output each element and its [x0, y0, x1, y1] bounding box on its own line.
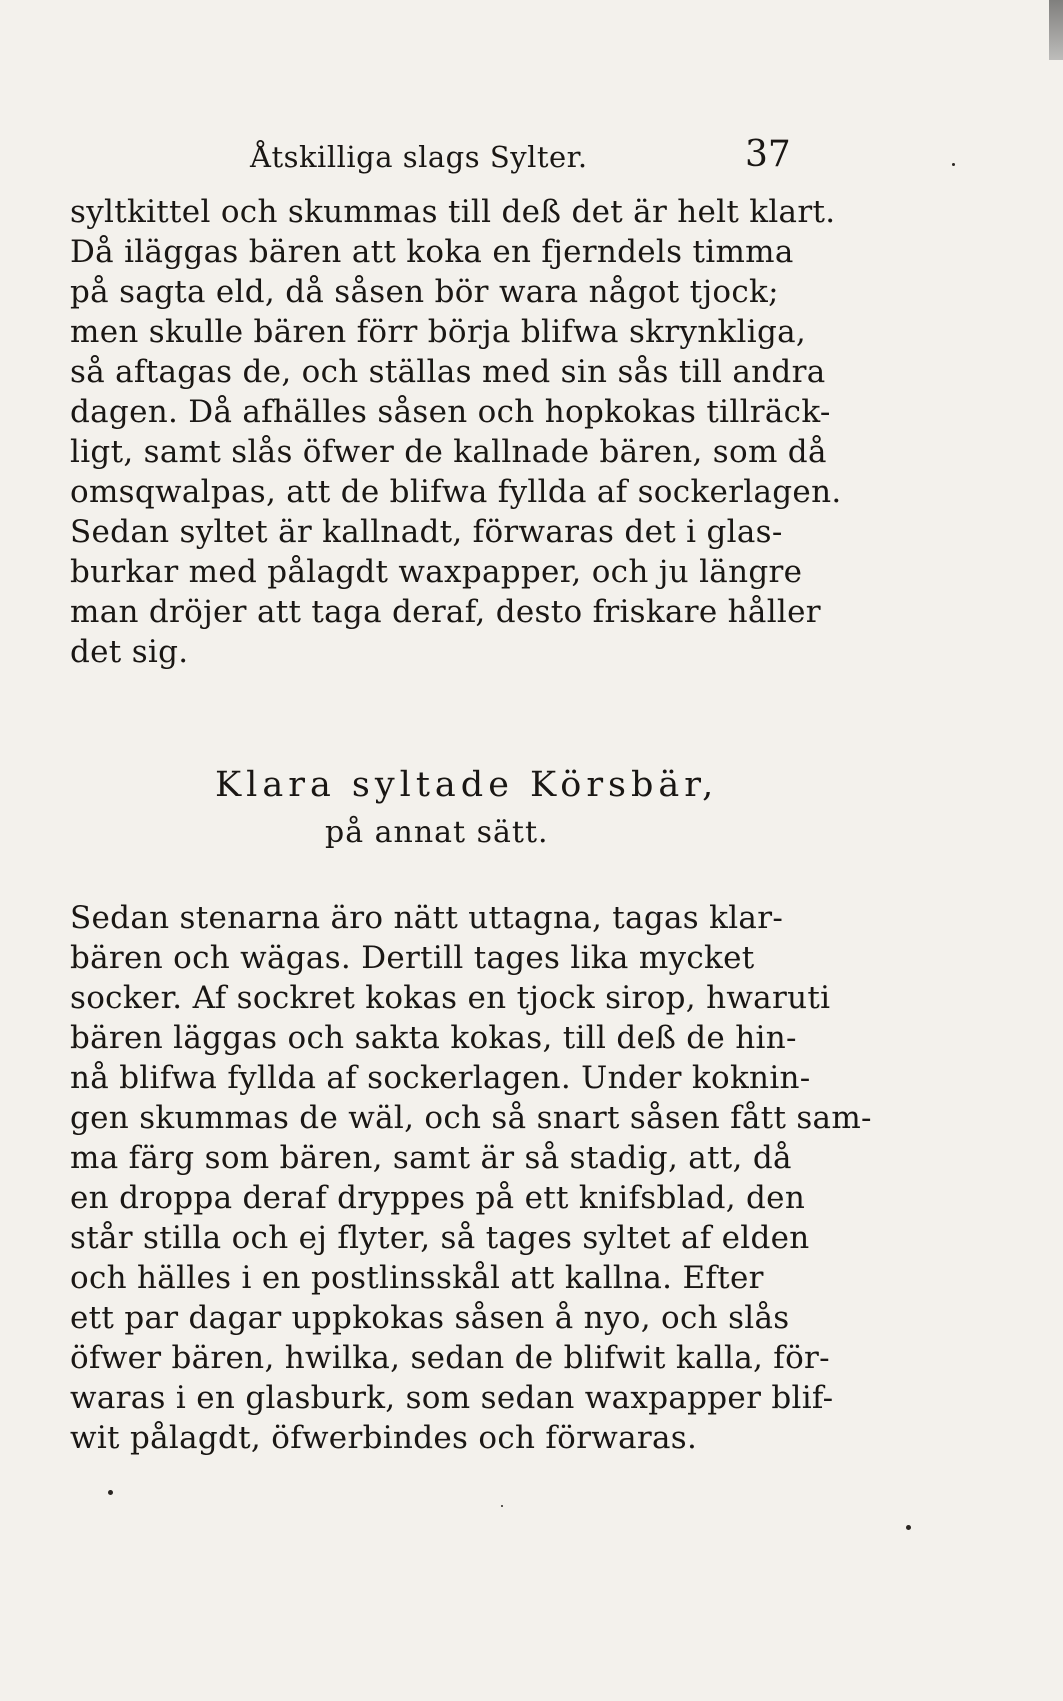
section-heading: Klara syltade Körsbär,	[215, 765, 719, 805]
ink-speck	[501, 1505, 503, 1507]
text-line: wit pålagdt, öfwerbindes och förwaras.	[70, 1420, 698, 1456]
text-line: burkar med pålagdt waxpapper, och ju längre	[70, 554, 803, 590]
text-line: på sagta eld, då såsen bör wara något tjock;	[70, 274, 779, 310]
text-line: gen skummas de wäl, och så snart såsen fått sam-	[70, 1100, 872, 1136]
text-line: Sedan syltet är kallnadt, förwaras det i glas-	[70, 514, 783, 550]
text-line: så aftagas de, och ställas med sin sås till andra	[70, 354, 826, 390]
text-line: ligt, samt slås öfwer de kallnade bären, som då	[70, 434, 827, 470]
text-line: bären läggas och sakta kokas, till deß de hin-	[70, 1020, 797, 1056]
text-line: öfwer bären, hwilka, sedan de blifwit kalla, för-	[70, 1340, 830, 1376]
text-line: ma färg som bären, samt är så stadig, att, då	[70, 1140, 792, 1176]
text-line: socker. Af sockret kokas en tjock sirop, hwaruti	[70, 980, 831, 1016]
page-number: 37	[745, 134, 791, 175]
text-line: det sig.	[70, 634, 189, 670]
text-line: waras i en glasburk, som sedan waxpapper blif-	[70, 1380, 834, 1416]
text-line: Då iläggas bären att koka en fjerndels timma	[70, 234, 794, 270]
text-line: men skulle bären förr börja blifwa skrynkliga,	[70, 314, 807, 350]
ink-speck	[952, 163, 955, 166]
text-line: man dröjer att taga deraf, desto friskare håller	[70, 594, 821, 630]
page-edge-mark	[1049, 0, 1063, 60]
text-line: omsqwalpas, att de blifwa fyllda af sockerlagen.	[70, 474, 842, 510]
ink-speck	[108, 1490, 113, 1495]
ink-speck	[906, 1525, 911, 1530]
text-line: och hälles i en postlinsskål att kallna. Efter	[70, 1260, 764, 1296]
running-title: Åtskilliga slags Sylter.	[250, 140, 588, 174]
text-line: ett par dagar uppkokas såsen å nyo, och slås	[70, 1300, 790, 1336]
text-line: en droppa deraf dryppes på ett knifsblad, den	[70, 1180, 806, 1216]
text-line: nå blifwa fyllda af sockerlagen. Under koknin-	[70, 1060, 811, 1096]
text-line: står stilla och ej flyter, så tages syltet af elden	[70, 1220, 810, 1256]
section-subheading: på annat sätt.	[325, 815, 549, 850]
text-line: dagen. Då afhälles såsen och hopkokas tillräck-	[70, 394, 831, 430]
text-line: bären och wägas. Dertill tages lika mycket	[70, 940, 755, 976]
text-line: syltkittel och skummas till deß det är helt klart.	[70, 194, 836, 230]
text-line: Sedan stenarna äro nätt uttagna, tagas klar-	[70, 900, 784, 936]
